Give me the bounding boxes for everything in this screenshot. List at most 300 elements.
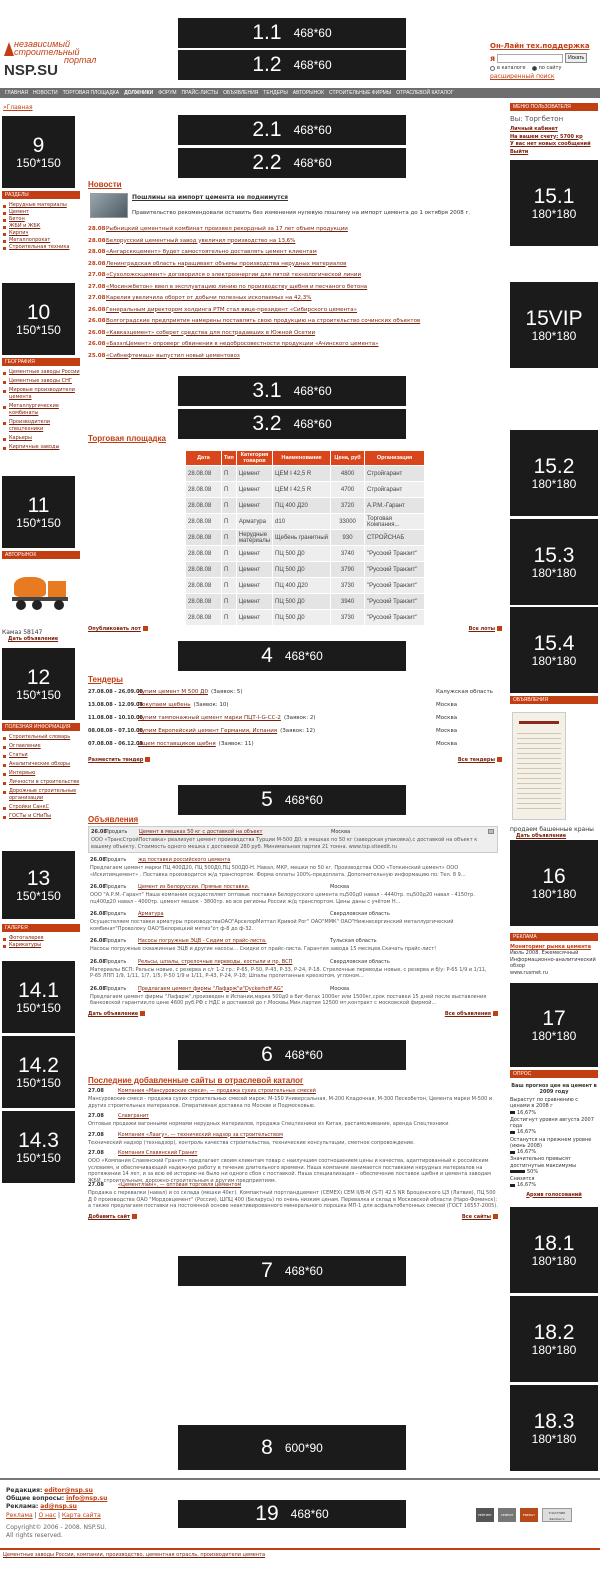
poll-bar [510, 1111, 515, 1114]
sections-block [2, 191, 80, 251]
section-link[interactable]: Строительная техника [9, 244, 70, 250]
news-date: 27.08 [88, 295, 106, 301]
user-menu-title: МЕНЮ ПОЛЬЗОВАТЕЛЯ [510, 103, 598, 111]
tender-link[interactable]: Ищем поставщиков щебня [138, 741, 216, 747]
poll-archive-link[interactable]: Архив голосований [526, 1191, 582, 1198]
poll-option [510, 1137, 598, 1156]
news-date: 28.08 [88, 237, 106, 244]
trade-cell: 3730 [331, 610, 365, 626]
catalog-item [88, 1088, 498, 1109]
adsboard-link[interactable]: Цемент в мешках 50 кг с доставкой на объект [139, 829, 263, 835]
tender-item [88, 686, 502, 699]
trade-title[interactable]: Торговая площадка [88, 434, 166, 443]
news-date: 27.08 [88, 272, 106, 278]
adsboard-type: Продать [105, 829, 128, 835]
trade-cell: d10 [273, 514, 331, 530]
arrow-icon [145, 757, 150, 762]
banner-10[interactable]: 10 150*150 [2, 283, 75, 355]
right-ads-link[interactable]: Дать объявление [516, 833, 567, 839]
nav-home[interactable]: ГЛАВНАЯ [5, 90, 28, 96]
adsboard-link[interactable]: Арматура [138, 911, 164, 917]
banner-1-1[interactable]: 1.1 468*60 [178, 18, 406, 48]
news-lead-title[interactable]: Пошлины на импорт цемента не поднимутся [132, 194, 289, 201]
catalog-item [88, 1132, 498, 1147]
adsboard-region: Москва [331, 829, 351, 835]
trade-row[interactable] [186, 610, 425, 626]
col-org[interactable]: Организация [365, 451, 425, 466]
news-item [88, 247, 452, 259]
banner-15-4[interactable]: 15.4 180*180 [510, 607, 598, 693]
geo-link[interactable]: Мировые производители цемента [9, 387, 75, 400]
adsboard-date: 26.08 [91, 829, 107, 835]
adsboard-item [88, 984, 498, 1009]
banner-2-2[interactable]: 2.2 468*60 [178, 148, 406, 178]
news-link[interactable]: Карелия увеличила оборот от добычи полезных ископаемых на 42,3% [106, 295, 312, 301]
adsboard-date: 26.08 [90, 985, 106, 992]
geography-title: ГЕОГРАФИЯ [2, 358, 80, 366]
news-link[interactable]: «Сухоложскцемент» договорился о электроэнергии для пятой технологической линии [106, 272, 362, 278]
adsboard-text: Осуществляем поставки арматуры производстваОАО"АрселорМиттал Кривой Рог" ОАО"ММК" ОАО"Нижнесергинский металлургический комбинат"Проволоку ОАО"Белорецкий метиз"от ф-8 до ф-32. [90, 919, 454, 932]
adsboard-item [88, 909, 498, 934]
user-name: Вы: Торгбетон [510, 115, 564, 123]
arrow-icon [497, 757, 502, 762]
banner-5[interactable]: 5 468*60 [178, 785, 406, 815]
radio-site[interactable] [532, 66, 537, 71]
catalog-link[interactable]: Славгранит [118, 1113, 149, 1119]
news-link[interactable]: «БазэлЦемент» опроверг обвинения в недобросовестности продукции «Ачинского цемента» [106, 341, 379, 347]
info-link[interactable]: Интервью [9, 770, 36, 776]
adsboard-title[interactable]: Объявления [88, 815, 139, 824]
search-button[interactable]: Искать [565, 53, 587, 63]
trade-cell: А.Р.М.-Гарант [365, 498, 425, 514]
adsboard-region: Москва [330, 985, 350, 992]
news-link[interactable]: Белорусский цементный завод увеличил производство на 13,6% [106, 237, 296, 244]
tender-region: Калужская область [436, 689, 493, 695]
footer-contacts: Редакция: editor@nsp.su Общие вопросы: info@nsp.su Реклама: ad@nsp.su Реклама | О нас | Карта сайта Copyright© 2006 - 2008. NSP.SU. All rights reserved. [6, 1487, 108, 1540]
trade-cell: Арматура [236, 514, 272, 530]
user-logout[interactable]: Выйти [510, 148, 529, 155]
poll-percent: 16,67% [517, 1109, 537, 1116]
footer-link-ads[interactable]: Реклама [6, 1512, 33, 1520]
news-lead-text: Правительство рекомендовали оставить без изменения нулевую пошлину на импорт цемента до 1 октября 2008 г. [132, 210, 471, 216]
banner-14-1[interactable]: 14.1 150*150 [2, 961, 75, 1033]
tender-count: (Заявок: 11) [218, 741, 254, 747]
adsboard-add-link[interactable]: Дать объявление [88, 1010, 139, 1017]
news-link[interactable]: Волгоградские предприятия намерены поставлять свою продукцию на строительство сочинских объектов [106, 318, 421, 324]
banner-14-3[interactable]: 14.3 150*150 [2, 1111, 75, 1183]
adsboard-link[interactable]: Насосы погружные ЭЦВ - Сидим от прайс-листа. [138, 938, 267, 944]
banner-12[interactable]: 12 150*150 [2, 648, 75, 720]
auto-add-link[interactable]: Дать объявление [8, 636, 59, 642]
poll-option [510, 1156, 598, 1175]
poll-block [510, 1070, 598, 1198]
poll-bar [510, 1184, 515, 1187]
news-link[interactable]: «Сибнефтемаш» выпустил новый цементовоз [106, 352, 240, 359]
adsboard-all-link[interactable]: Все объявления [444, 1010, 491, 1017]
footer-link-about[interactable]: О нас [38, 1512, 57, 1520]
trade-cell: 28.08.08 [186, 546, 222, 562]
trade-cell: Цемент [236, 594, 272, 610]
adsboard-link[interactable]: жд поставки российского цемента [138, 857, 231, 863]
trade-cell: П [222, 546, 237, 562]
trade-cell: 3740 [331, 546, 365, 562]
banner-15-2[interactable]: 15.2 180*180 [510, 430, 598, 516]
news-link[interactable]: Ленинградская область наращивает объемы производства нерудных материалов [106, 260, 347, 267]
reklama-link[interactable]: Мониторинг рынка цемента [510, 944, 591, 950]
search-input[interactable] [497, 54, 563, 63]
trade-cell: Щебень гранитный [273, 530, 331, 546]
news-title[interactable]: Новости [88, 180, 122, 189]
geo-link[interactable]: Производители спецтехники [9, 419, 51, 432]
poll-title: ОПРОС [510, 1070, 598, 1078]
nav-forum[interactable]: ФОРУМ [158, 90, 177, 96]
adsboard-link[interactable]: Предлагаем цемент фирмы "Лафарж"и"Dyckerhoff AG" [138, 985, 284, 992]
catalog-item [88, 1182, 498, 1210]
nav-catalog[interactable]: ОТРАСЛЕВОЙ КАТАЛОГ [396, 90, 454, 96]
poll-option-label: Достигнут уровня августа 2007 года [510, 1116, 594, 1129]
adsboard-text: Предлагаем цемент марки ПЦ 400Д20, ПЦ 500Д0,ПЦ 500Д0-Н. Навал, МКР, мешки по 50 кг. Производства ООО «Топкинский цемент» ООО «Искитимцемент» . Поставка производится ж/д транспортом. Форма оплаты 100%-предоплата. Дополнительную информацию по: Тел. 8 9... [90, 865, 466, 878]
radio-catalog[interactable] [490, 66, 495, 71]
section-link[interactable]: Кирпич [9, 230, 29, 236]
arrow-icon [497, 626, 502, 631]
adsboard-link[interactable]: Рельсы, шпалы, стрелочные переводы, костыли и пр. ВСП [138, 958, 293, 965]
news-item [88, 339, 452, 351]
news-link[interactable]: «Кавказцемент» соберет средства для пострадавших в Южной Осетии [106, 329, 316, 336]
news-item [88, 270, 452, 282]
trade-row[interactable] [186, 466, 425, 482]
sections-title: РАЗДЕЛЫ [2, 191, 80, 199]
info-link[interactable]: Дорожные строительные организации [9, 788, 77, 801]
trade-add-link[interactable]: Опубликовать лот [88, 626, 141, 632]
info-link[interactable]: Статьи [9, 752, 28, 758]
poll-option-label: Останутся на прежнем уровне (июнь 2008) [510, 1136, 592, 1149]
catalog-link[interactable]: «Цементлэйн», — оптовая торговля цементом [118, 1182, 242, 1188]
catalog-add-link[interactable]: Добавить сайт [88, 1213, 130, 1220]
trade-cell: 28.08.08 [186, 466, 222, 482]
news-date: 28.08 [88, 260, 106, 267]
nav-ads[interactable]: ОБЪЯВЛЕНИЯ [223, 90, 259, 96]
section-link[interactable]: Металлопрокат [9, 237, 51, 243]
trade-cell: П [222, 610, 237, 626]
news-date: 26.08 [88, 318, 106, 324]
section-link[interactable]: Цемент [9, 209, 29, 215]
banner-16[interactable]: 16 180*180 [510, 840, 598, 926]
nav-autos[interactable]: АВТОРЫНОК [292, 90, 324, 96]
adsboard-date: 26.08 [90, 884, 106, 890]
logo-graphic-icon [4, 42, 14, 56]
col-name[interactable]: Наименование [273, 451, 331, 466]
trade-table-wrap [185, 450, 425, 626]
adsboard-region: Свердловская область [330, 958, 390, 965]
footer-keywords[interactable]: Цементные заводы России, компании, производство, цементная отрасль, производители цемента [3, 1552, 266, 1558]
ad-email[interactable]: ad@nsp.su [40, 1503, 77, 1511]
tender-item [88, 738, 502, 751]
banner-7[interactable]: 7 468*60 [178, 1256, 406, 1286]
breadcrumb[interactable]: »Главная [3, 104, 33, 111]
tenders-title[interactable]: Тендеры [88, 675, 124, 684]
trade-row[interactable] [186, 594, 425, 610]
support-link[interactable]: Он-Лайн тех.поддержка [490, 42, 590, 50]
catalog-title[interactable]: Последние добавленные сайты в отраслевой каталог [88, 1076, 304, 1085]
counter-energy[interactable]: ENERGY [520, 1508, 538, 1522]
geo-link[interactable]: Карьеры [9, 435, 32, 441]
catalog-link[interactable]: Компания Славянский Гранит [118, 1150, 198, 1156]
trade-cell: Цемент [236, 482, 272, 498]
right-ads-block [510, 696, 598, 839]
geography-block [2, 358, 80, 451]
tender-link[interactable]: Купим Европейский цемент Германия, Испания [138, 728, 278, 734]
trade-cell: П [222, 482, 237, 498]
logo[interactable] [4, 40, 104, 80]
banner-13[interactable]: 13 150*150 [2, 851, 75, 919]
trade-row[interactable] [186, 578, 425, 594]
tender-link[interactable]: Покупаем щебень [138, 702, 191, 708]
tender-region: Москва [436, 702, 458, 708]
news-link[interactable]: Рыбницкий цементный комбинат произвел рекордный за 17 лет объем продукции [106, 226, 348, 232]
rights: All rights reserved. [6, 1532, 63, 1540]
trade-row[interactable] [186, 498, 425, 514]
col-category[interactable]: Категория товаров [236, 451, 272, 466]
arrow-icon [493, 1214, 498, 1219]
nav-news[interactable]: НОВОСТИ [32, 90, 58, 96]
nav-trade[interactable]: ТОРГОВАЯ ПЛОЩАДКА [62, 90, 120, 96]
poll-percent: 16,67% [517, 1129, 537, 1136]
trade-cell: "Русский Транзит" [365, 546, 425, 562]
footer-bottom-line [0, 1548, 600, 1550]
reklama-block [510, 933, 598, 976]
news-link[interactable]: «Мосинжбетон» ввел в эксплуатацию линию по производству щебня и песчаного бетона [106, 283, 368, 290]
trade-cell: 4700 [331, 482, 365, 498]
tender-link[interactable]: Купим тампонажный цемент марки ПЦТ-I-G-СС-2 [138, 715, 281, 721]
news-date: 25.08 [88, 352, 106, 359]
trade-cell: 3790 [331, 562, 365, 578]
catalog-link[interactable]: Компания «Лаагу», — технический надзор за строительством [118, 1131, 283, 1138]
trade-row[interactable] [186, 514, 425, 530]
trade-cell: 28.08.08 [186, 498, 222, 514]
trade-cell: Цемент [236, 578, 272, 594]
adsboard-item [88, 936, 498, 955]
banner-15-vip[interactable]: 15VIP 180*180 [510, 282, 598, 368]
poll-option-label: Значительно превысят достигнутые максимумы [510, 1156, 577, 1169]
user-messages[interactable]: У вас нет новых сообщений [510, 141, 591, 147]
adsboard-type: Продать [104, 857, 127, 863]
col-price[interactable]: Цена, руб [331, 451, 365, 466]
adsboard-type: Продать [104, 884, 127, 890]
section-link[interactable]: ЖБИ и ЖБК [9, 223, 41, 229]
editor-email[interactable]: editor@nsp.su [44, 1487, 93, 1494]
banner-19[interactable]: 19 468*60 [178, 1500, 406, 1528]
trade-cell: П [222, 562, 237, 578]
extended-search-link[interactable]: расширенный поиск [490, 73, 555, 80]
info-link[interactable]: Стройки СанкС [9, 804, 50, 810]
footer-link-sitemap[interactable]: Карта сайта [61, 1512, 101, 1520]
banner-15-1[interactable]: 15.1 180*180 [510, 160, 598, 246]
adsboard-type: Продать [104, 938, 127, 944]
trade-row[interactable] [186, 546, 425, 562]
tender-count: (Заявок: 10) [193, 702, 229, 708]
tender-item [88, 712, 502, 725]
gallery-link[interactable]: Фотогалерея [9, 935, 44, 941]
reklama-title: РЕКЛАМА [510, 933, 598, 941]
catalog-text: Оптовые продажи вагонными нормами нерудных материалов, продажа Спецтехники из Китая, растаможивание, аренда Спецтехники [88, 1121, 449, 1127]
trade-cell: 930 [331, 530, 365, 546]
adsboard-type: Продать [104, 911, 127, 917]
col-date[interactable]: Дата [186, 451, 222, 466]
counter-cement[interactable]: CEMENT [498, 1508, 516, 1522]
news-link[interactable]: «Ангарсккцемент» будет самостоятельно доставлять цемент клиентам [106, 249, 317, 255]
trade-cell: Цемент [236, 610, 272, 626]
trade-cell: "Русский Транзит" [365, 594, 425, 610]
trade-cell: ПЦ 500 Д0 [273, 594, 331, 610]
right-ads-title: ОБЪЯВЛЕНИЯ [510, 696, 598, 704]
trade-cell: 28.08.08 [186, 514, 222, 530]
trade-cell: 28.08.08 [186, 578, 222, 594]
adsboard-text: Насосы погружные скважинные ЭЦВ и другие насосы... Скидки от прайс-листа. Гарантия завода 15 месяцев.Скачать прайс-лист! [90, 946, 437, 952]
tender-dates: 11.08.08 - 10.10.08 [88, 715, 143, 721]
trade-cell: ПЦ 400 Д20 [273, 498, 331, 514]
banner-18-1[interactable]: 18.1 180*180 [510, 1207, 598, 1293]
counter-rating[interactable]: РЕЙТИНГ [476, 1508, 494, 1522]
trade-cell: Нерудные материалы [236, 530, 272, 546]
poll-option-label: Вырастут по сравнению с ценами в 2008 г [510, 1097, 579, 1110]
poll-option [510, 1176, 598, 1189]
adsboard-item [88, 882, 498, 907]
trade-cell: ПЦ 500 Д0 [273, 610, 331, 626]
main-nav [0, 88, 600, 98]
nav-tenders[interactable]: ТЕНДЕРЫ [263, 90, 288, 96]
user-cabinet-link[interactable]: Личный кабинет [510, 126, 558, 132]
nav-debtors[interactable]: ДОЛЖНИКИ [124, 90, 154, 96]
truck-image[interactable] [10, 573, 72, 613]
counter-rambler[interactable]: УЧАСТНИК Rambler's [542, 1508, 572, 1522]
adsboard-link[interactable]: Цемент из Белоруссии. Прямые поставки. [138, 884, 250, 890]
banner-8[interactable]: 8 600*90 [178, 1425, 406, 1470]
catalog-date: 27.08 [88, 1182, 104, 1188]
catalog-link[interactable]: Компания «Мансуровские смеси», — продажа сухих строительных смесей [118, 1088, 316, 1094]
trade-cell: П [222, 466, 237, 482]
info-link[interactable]: Строительный словарь [9, 734, 71, 740]
section-link[interactable]: Бетон [9, 216, 25, 222]
catalog-text: Продажа с перевалки (навал) и со склада (мешки 40кг). Компактный портландцемент (CEMEX) CEM II/B-M (S-T) 42.5 NR Броценского ЦЗ (Латвия), ПЦ 500 Д 0 производства ОАО "Мордовцемент" (Россия), ШПЦ 400 (Беларусь) по очень низким ценам. Перевалка и склад в Московской области (Наро-Фоминск); а также предлагаем поставки на постоянной основе неактивированного минерального порошка МП-1 для асфальтобетонных смесей (ГОСТ 16557-2005). [88, 1190, 498, 1209]
trade-row[interactable] [186, 482, 425, 498]
info-email[interactable]: info@nsp.su [66, 1495, 108, 1503]
catalog-all-link[interactable]: Все сайты [461, 1213, 491, 1220]
news-date: 26.08 [88, 341, 106, 347]
news-item [88, 328, 452, 340]
trade-all-link[interactable]: Все лоты [468, 626, 495, 632]
banner-3-1[interactable]: 3.1 468*60 [178, 376, 406, 406]
user-balance[interactable]: На вашем счету: 5700 кр [510, 133, 583, 140]
poll-option [510, 1097, 598, 1116]
trade-cell: 28.08.08 [186, 562, 222, 578]
trade-block [88, 434, 502, 443]
trade-cell: 3730 [331, 578, 365, 594]
trade-row[interactable] [186, 530, 425, 546]
col-type[interactable]: Тип [222, 451, 237, 466]
banner-6[interactable]: 6 468*60 [178, 1040, 406, 1070]
catalog-item [88, 1150, 498, 1184]
geo-link[interactable]: Металлургические комбинаты [9, 403, 59, 416]
banner-2-1[interactable]: 2.1 468*60 [178, 115, 406, 145]
banner-14-2[interactable]: 14.2 150*150 [2, 1036, 75, 1108]
banner-18-3[interactable]: 18.3 180*180 [510, 1385, 598, 1471]
tender-item [88, 699, 502, 712]
close-icon[interactable] [488, 829, 494, 834]
poll-question: Ваш прогноз цен на цемент в 2009 году [511, 1083, 597, 1095]
reklama-site: www.rusmet.ru [510, 969, 548, 976]
banner-3-2[interactable]: 3.2 468*60 [178, 409, 406, 439]
trade-cell: ЦЕМ I 42,5 R [273, 482, 331, 498]
adsboard-text: Предлагаем цемент фирмы "Лафарж",произведен в Испании,марка 500д0 в биг-бегах 1000кг или 1500кг,срок поставки 15 дней после выставления банковской гарантии,по цене 4600 руб.РФ с НДС и доставкой до г.Москвы.Мин.партия 12500 мт,контракт с московской фирмой... [90, 993, 487, 1006]
info-link[interactable]: Оглавление [9, 743, 41, 749]
tender-link[interactable]: Купим цемент М 500 Д0 [138, 689, 208, 695]
trade-cell: 3720 [331, 498, 365, 514]
banner-11[interactable]: 11 150*150 [2, 476, 75, 548]
news-date: 27.08 [88, 283, 106, 290]
banner-9[interactable]: 9 150*150 [2, 116, 75, 188]
arrow-icon [132, 1214, 137, 1219]
trade-row[interactable] [186, 562, 425, 578]
info-link[interactable]: Аналитические обзоры [9, 761, 71, 767]
news-lead-image[interactable] [90, 193, 128, 218]
news-link[interactable]: Генеральным директором холдинга РТМ стал вице-президент «Сибирского цемента» [106, 306, 357, 313]
news-item [88, 293, 452, 305]
trade-cell: 28.08.08 [186, 610, 222, 626]
geo-link[interactable]: Кирпичные заводы [9, 444, 60, 450]
news-item [88, 351, 452, 363]
nav-prices[interactable]: ПРАЙС-ЛИСТЫ [181, 90, 219, 96]
banner-15-3[interactable]: 15.3 180*180 [510, 519, 598, 605]
info-block [2, 723, 80, 820]
certificate-image[interactable] [512, 712, 566, 820]
adsboard-text: Материалы ВСП: Рельсы новые, с резерва и с/г 1-2 гр.: Р-65, Р-50, Р-43, Р-33, Р-24, Р-18. Стрелочные переводы новые, с резерва и б/у: Р-65 1/9 и 1/11, Р-65 ЛПП 1/9, 1/11, 1/7, 1/5, Р-50 1/9 и 1/11, Р-43, Р-24, Р-18; Шпалы пропитанные креозотом, углоном... [90, 966, 487, 979]
poll-percent: 16,67% [517, 1182, 537, 1189]
nav-firms[interactable]: СТРОИТЕЛЬНЫЕ ФИРМЫ [329, 90, 392, 96]
banner-4[interactable]: 4 468*60 [178, 641, 406, 671]
trade-cell: 28.08.08 [186, 530, 222, 546]
banner-1-2[interactable]: 1.2 468*60 [178, 50, 406, 80]
section-link[interactable]: Нерудные материалы [9, 202, 67, 208]
banner-18-2[interactable]: 18.2 180*180 [510, 1296, 598, 1382]
user-menu [510, 103, 598, 156]
trade-cell: П [222, 530, 237, 546]
tender-dates: 27.08.08 - 26.09.08 [88, 689, 143, 695]
trade-cell: 28.08.08 [186, 482, 222, 498]
trade-cell: ПЦ 500 Д0 [273, 562, 331, 578]
copyright: Copyright© 2006 - 2008. NSP.SU. [6, 1524, 107, 1532]
trade-cell: "Русский Транзит" [365, 578, 425, 594]
autos-block [2, 551, 80, 642]
header-tools: Он-Лайн тех.поддержка я Искать в каталоге по сайту расширенный поиск [490, 42, 598, 80]
poll-bar [510, 1131, 515, 1134]
gallery-link[interactable]: Карикатуры [9, 942, 42, 948]
news-date: 26.08 [88, 329, 106, 336]
adsboard-item [88, 957, 498, 982]
adsboard-block [88, 815, 498, 1017]
adsboard-type: Продать [104, 958, 127, 965]
info-link[interactable]: Личности в строительстве [9, 779, 80, 785]
tender-add-link[interactable]: Разместить тендер [88, 757, 144, 763]
tender-all-link[interactable]: Все тендеры [457, 757, 495, 763]
info-link[interactable]: ГОСТы и СНиПы [9, 813, 52, 819]
truck-caption: Камаз 58147 [2, 629, 43, 636]
trade-cell: Цемент [236, 562, 272, 578]
geo-link[interactable]: Цементные заводы России [9, 369, 80, 375]
geo-link[interactable]: Цементные заводы СНГ [9, 378, 72, 384]
adsboard-text: ООО «ТрансСтройПоставка» реализует цемент производства Турции М-500 Д0; в мешках по 50 кг (заводская упаковка),с доставкой на объект к вашему объекту. Стоимость одного мешка с доставкой 280 руб. Минимальная партия 21 тонна. www.tsp.siteedit.ru [91, 837, 478, 850]
banner-17[interactable]: 17 180*180 [510, 983, 598, 1067]
tender-dates: 08.08.08 - 07.10.08 [88, 728, 143, 734]
